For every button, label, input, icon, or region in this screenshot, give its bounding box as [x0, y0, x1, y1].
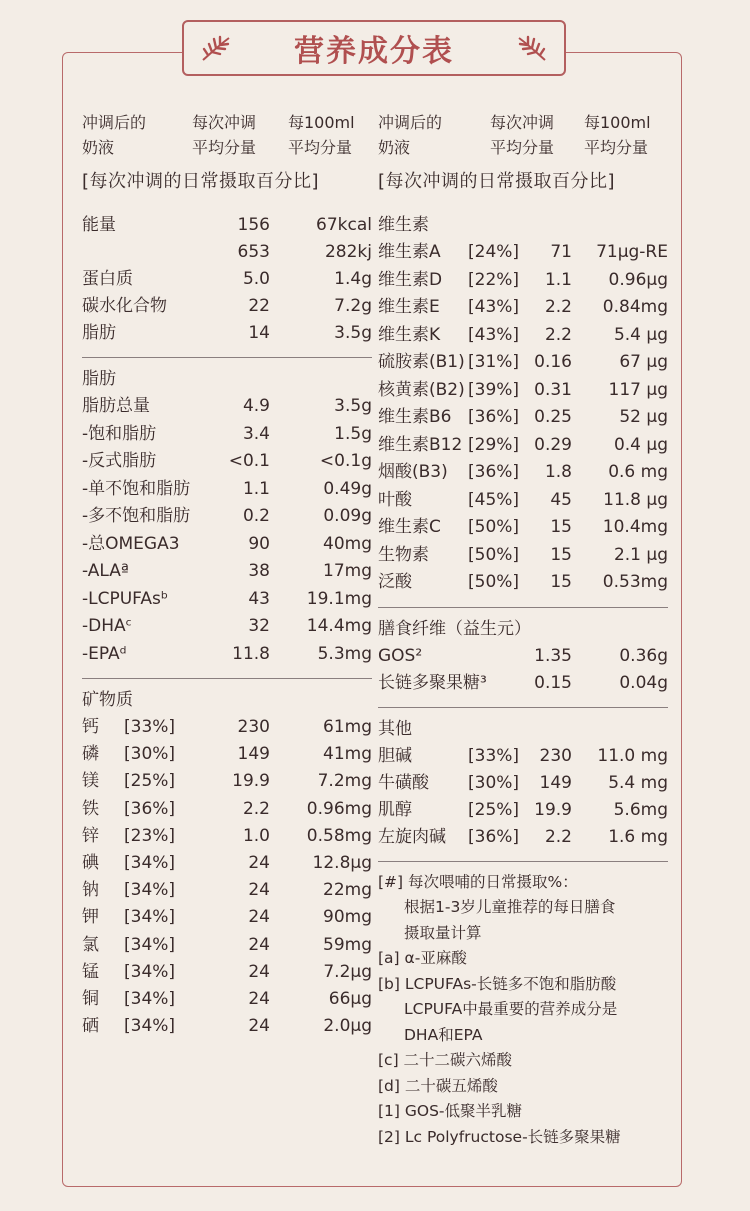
nutrient-name: 牛磺酸 — [378, 772, 429, 793]
per-100ml-value: 7.2µg — [323, 961, 372, 982]
nutrient-name: 碳水化合物 — [82, 296, 167, 316]
daily-percent: [33%] — [124, 717, 176, 737]
per-100ml-value: 0.09g — [323, 506, 372, 526]
daily-percent: [34%] — [124, 1016, 176, 1037]
daily-percent: [36%] — [468, 826, 520, 847]
per-serving-value: 0.31 — [534, 379, 572, 400]
per-serving-value: 149 — [539, 772, 572, 793]
daily-percent: [39%] — [468, 379, 520, 400]
table-row — [82, 239, 372, 266]
nutrient-name: -反式脂肪 — [82, 451, 157, 471]
per-serving-value: 71 — [550, 242, 572, 262]
daily-percent: [36%] — [468, 462, 520, 482]
nutrient-name: 生物素 — [378, 544, 429, 565]
per-100ml-value: 40mg — [323, 533, 372, 554]
mineral-section — [82, 714, 372, 1040]
nutrient-name: -多不饱和脂肪 — [82, 506, 191, 526]
per-serving-value: 149 — [237, 744, 270, 765]
table-row — [378, 542, 668, 570]
leaf-right-icon — [516, 34, 548, 64]
per-serving-value: 0.16 — [534, 352, 572, 372]
per-serving-value: 24 — [248, 907, 270, 928]
table-row — [378, 267, 668, 295]
per-serving-value: 5.0 — [242, 269, 270, 289]
nutrient-name: 钾 — [82, 907, 99, 928]
per-serving-value: 24 — [248, 988, 270, 1009]
per-100ml-value: 90mg — [323, 907, 372, 928]
per-100ml-value: 11.0 mg — [597, 745, 668, 766]
per-100ml-value: 19.1mg — [306, 588, 372, 609]
footnote-line: [#] 每次喂哺的日常摄取%： — [378, 872, 578, 891]
per-100ml-value: 0.58mg — [306, 825, 372, 846]
per-serving-value: 1.1 — [544, 269, 572, 290]
nutrient-name: 铜 — [82, 988, 99, 1009]
nutrient-name: -饱和脂肪 — [82, 423, 157, 444]
percent-note: [每次冲调的日常摄取百分比] — [82, 171, 320, 192]
per-100ml-value: 1.6 mg — [608, 826, 668, 847]
per-100ml-value: 0.96µg — [608, 269, 668, 290]
per-100ml-value: 0.6 mg — [608, 462, 668, 482]
nutrient-name: 长链多聚果糖³ — [378, 672, 487, 693]
page-title: 营养成分表 — [294, 34, 454, 69]
nutrient-name: -总OMEGA3 — [82, 533, 180, 554]
table-row — [378, 322, 668, 350]
table-row — [378, 239, 668, 267]
per-serving-value: 38 — [248, 561, 270, 581]
left-column — [82, 110, 372, 1040]
per-100ml-value: 52 µg — [619, 407, 668, 427]
per-serving-value: 1.1 — [242, 478, 270, 499]
other-section — [378, 743, 668, 851]
daily-percent: [43%] — [468, 297, 520, 317]
table-row — [378, 404, 668, 432]
per-serving-value: 2.2 — [544, 826, 572, 847]
table-row — [82, 320, 372, 347]
nutrient-name: 铁 — [82, 798, 99, 819]
table-row — [378, 569, 668, 597]
nutrient-name: 能量 — [82, 215, 116, 235]
per-100ml-value: 59mg — [323, 934, 372, 955]
title-box — [182, 20, 566, 76]
per-100ml-value: 0.96mg — [306, 798, 372, 819]
footnote-line: DHA和EPA — [404, 1025, 483, 1044]
nutrient-name: 核黄素(B2) — [378, 379, 465, 400]
per-serving-value: 22 — [248, 296, 270, 316]
header-c3: 每100ml 平均分量 — [584, 113, 651, 157]
nutrient-name: -LCPUFAsᵇ — [82, 588, 169, 609]
per-serving-value: 653 — [237, 242, 270, 262]
per-serving-value: 2.2 — [544, 324, 572, 345]
per-serving-value: 230 — [237, 717, 270, 737]
table-row — [82, 768, 372, 795]
per-100ml-value: 17mg — [323, 561, 372, 581]
per-serving-value: 24 — [248, 961, 270, 982]
table-row — [378, 670, 668, 697]
nutrient-name: 锌 — [82, 825, 99, 846]
per-serving-value: 15 — [550, 517, 572, 537]
per-serving-value: 0.15 — [534, 672, 572, 693]
nutrient-name: 维生素B12 — [378, 434, 463, 455]
fiber-section — [378, 643, 668, 697]
nutrient-name: 烟酸(B3) — [378, 462, 448, 482]
per-serving-value: 1.35 — [534, 645, 572, 666]
daily-percent: [34%] — [124, 961, 176, 982]
per-serving-value: 1.8 — [544, 462, 572, 482]
per-100ml-value: 0.04g — [619, 672, 668, 693]
footnotes — [378, 870, 668, 1151]
vitamin-section — [378, 239, 668, 597]
per-serving-value: 2.2 — [544, 297, 572, 317]
table-row — [378, 743, 668, 770]
daily-percent: [34%] — [124, 880, 176, 901]
column-header — [82, 110, 372, 160]
per-100ml-value: 67kcal — [316, 215, 372, 235]
table-row — [82, 613, 372, 641]
percent-note: [每次冲调的日常摄取百分比] — [378, 171, 616, 192]
nutrient-name: 胆碱 — [378, 745, 412, 766]
per-serving-value: 24 — [248, 880, 270, 901]
daily-percent: [25%] — [468, 799, 520, 820]
divider — [82, 678, 372, 679]
per-serving-value: 24 — [248, 852, 270, 873]
per-serving-value: 11.8 — [232, 643, 270, 664]
table-row — [82, 796, 372, 823]
per-100ml-value: 14.4mg — [306, 616, 372, 636]
right-column — [378, 110, 668, 1150]
table-row — [82, 741, 372, 768]
per-serving-value: 24 — [248, 1016, 270, 1037]
daily-percent: [50%] — [468, 572, 520, 592]
header-c3: 每100ml 平均分量 — [288, 113, 355, 157]
nutrient-name: 蛋白质 — [82, 269, 133, 289]
per-100ml-value: 0.49g — [323, 478, 372, 499]
per-100ml-value: 22mg — [323, 880, 372, 901]
per-100ml-value: 282kj — [324, 242, 372, 262]
table-row — [82, 266, 372, 293]
per-100ml-value: <0.1g — [319, 451, 372, 471]
table-row — [82, 877, 372, 904]
nutrient-name: 硫胺素(B1) — [378, 352, 465, 372]
daily-percent: [34%] — [124, 934, 176, 955]
per-serving-value: 90 — [248, 533, 270, 554]
nutrient-name: -DHAᶜ — [82, 616, 132, 636]
per-100ml-value: 71µg-RE — [596, 242, 668, 262]
per-100ml-value: 41mg — [323, 744, 372, 765]
nutrient-name: GOS² — [378, 645, 423, 666]
per-serving-value: 3.4 — [242, 423, 270, 444]
daily-percent: [45%] — [468, 489, 520, 510]
table-row — [82, 714, 372, 741]
table-row — [82, 823, 372, 850]
nutrient-name: 磷 — [82, 744, 99, 765]
table-row — [378, 487, 668, 515]
table-row — [82, 476, 372, 504]
header-c1: 冲调后的 奶液 — [378, 113, 443, 157]
footnote-line: 根据1-3岁儿童推荐的每日膳食 — [404, 898, 616, 916]
table-row — [378, 459, 668, 487]
daily-percent: [34%] — [124, 988, 176, 1009]
daily-percent: [30%] — [468, 772, 520, 793]
nutrient-name: 钙 — [82, 717, 99, 737]
table-row — [82, 986, 372, 1013]
nutrient-name: -EPAᵈ — [82, 643, 127, 664]
per-100ml-value: 3.5g — [334, 396, 372, 416]
per-100ml-value: 5.4 µg — [613, 324, 668, 345]
nutrient-name: 镁 — [82, 771, 99, 792]
per-serving-value: 0.25 — [534, 407, 572, 427]
daily-percent: [36%] — [124, 798, 176, 819]
table-row — [378, 294, 668, 322]
divider — [378, 607, 668, 608]
nutrient-name: 维生素E — [378, 297, 440, 317]
vitamin-title: 维生素 — [378, 215, 429, 235]
nutrient-name: 脂肪 — [82, 323, 116, 343]
per-100ml-value: 1.4g — [334, 269, 372, 289]
table-row — [378, 824, 668, 851]
per-serving-value: 32 — [248, 616, 270, 636]
per-100ml-value: 0.53mg — [602, 572, 668, 592]
mineral-title: 矿物质 — [82, 690, 133, 710]
column-header — [378, 110, 668, 160]
per-100ml-value: 11.8 µg — [603, 489, 668, 510]
per-serving-value: 2.2 — [242, 798, 270, 819]
daily-percent: [33%] — [468, 745, 520, 766]
nutrient-name: 硒 — [82, 1016, 99, 1037]
nutrient-name: -ALAª — [82, 561, 129, 581]
per-100ml-value: 0.36g — [619, 645, 668, 666]
table-row — [82, 959, 372, 986]
per-100ml-value: 7.2mg — [317, 771, 372, 792]
nutrient-name: 左旋肉碱 — [378, 826, 446, 847]
divider — [378, 861, 668, 862]
per-serving-value: 4.9 — [242, 396, 270, 416]
per-serving-value: 1.0 — [242, 825, 270, 846]
footnote-line: LCPUFA中最重要的营养成分是 — [404, 1000, 618, 1018]
daily-percent: [43%] — [468, 324, 520, 345]
per-100ml-value: 2.0µg — [323, 1016, 372, 1037]
per-serving-value: 19.9 — [534, 799, 572, 820]
table-row — [82, 558, 372, 586]
table-row — [82, 932, 372, 959]
fiber-title: 膳食纤维（益生元） — [378, 618, 531, 639]
daily-percent: [34%] — [124, 907, 176, 928]
daily-percent: [22%] — [468, 269, 520, 290]
nutrient-name: 锰 — [82, 961, 99, 982]
table-row — [378, 432, 668, 460]
nutrient-name: 维生素D — [378, 269, 443, 290]
per-serving-value: 0.29 — [534, 434, 572, 455]
per-100ml-value: 0.84mg — [602, 297, 668, 317]
daily-percent: [50%] — [468, 517, 520, 537]
nutrient-name: 维生素K — [378, 324, 441, 345]
daily-percent: [31%] — [468, 352, 520, 372]
footnote-line: [1] GOS-低聚半乳糖 — [378, 1102, 523, 1120]
divider — [378, 707, 668, 708]
per-100ml-value: 5.4 mg — [608, 772, 668, 793]
daily-percent: [36%] — [468, 407, 520, 427]
per-serving-value: 0.2 — [242, 506, 270, 526]
nutrient-name: 钠 — [82, 880, 99, 901]
table-row — [82, 212, 372, 239]
fat-section — [82, 393, 372, 668]
nutrient-name: -单不饱和脂肪 — [82, 478, 191, 499]
per-serving-value: 43 — [248, 588, 270, 609]
daily-percent: [24%] — [468, 242, 520, 262]
per-100ml-value: 5.6mg — [613, 799, 668, 820]
per-100ml-value: 7.2g — [334, 296, 372, 316]
footnote-line: [a] α-亚麻酸 — [378, 949, 467, 967]
daily-percent: [25%] — [124, 771, 176, 792]
table-row — [82, 448, 372, 476]
daily-percent: [29%] — [468, 434, 520, 455]
footnote-line: [2] Lc Polyfructose-长链多聚果糖 — [378, 1127, 621, 1146]
per-100ml-value: 61mg — [323, 717, 372, 737]
footnote-line: 摄取量计算 — [404, 923, 482, 942]
per-serving-value: 15 — [550, 572, 572, 592]
per-100ml-value: 1.5g — [334, 423, 372, 444]
divider — [82, 357, 372, 358]
nutrient-name: 碘 — [82, 852, 99, 873]
per-100ml-value: 66µg — [328, 988, 372, 1009]
per-100ml-value: 5.3mg — [317, 643, 372, 664]
header-c1: 冲调后的 奶液 — [82, 113, 147, 157]
header-c2: 每次冲调 平均分量 — [192, 113, 257, 157]
per-serving-value: 14 — [248, 323, 270, 343]
table-row — [82, 503, 372, 531]
table-row — [82, 641, 372, 669]
table-row — [378, 797, 668, 824]
daily-percent: [50%] — [468, 544, 520, 565]
table-row — [82, 586, 372, 614]
table-row — [82, 850, 372, 877]
leaf-left-icon — [200, 34, 232, 64]
per-100ml-value: 12.8µg — [312, 852, 372, 873]
other-title: 其他 — [378, 718, 412, 739]
nutrient-name: 肌醇 — [378, 799, 412, 820]
nutrient-name: 氯 — [82, 934, 99, 955]
footnote-line: [d] 二十碳五烯酸 — [378, 1076, 498, 1095]
table-row — [378, 643, 668, 670]
per-serving-value: 230 — [539, 745, 572, 766]
table-row — [82, 531, 372, 559]
per-serving-value: 45 — [550, 489, 572, 510]
nutrient-name: 脂肪总量 — [82, 396, 150, 416]
per-100ml-value: 67 µg — [619, 352, 668, 372]
table-row — [82, 1013, 372, 1040]
per-100ml-value: 2.1 µg — [613, 544, 668, 565]
footnote-line: [c] 二十二碳六烯酸 — [378, 1051, 513, 1069]
nutrient-name: 维生素A — [378, 242, 441, 262]
fat-title: 脂肪 — [82, 369, 116, 389]
table-row — [378, 770, 668, 797]
table-row — [378, 349, 668, 377]
per-100ml-value: 117 µg — [608, 379, 668, 400]
table-row — [82, 421, 372, 449]
per-serving-value: 15 — [550, 544, 572, 565]
table-row — [82, 293, 372, 320]
per-100ml-value: 3.5g — [334, 323, 372, 343]
nutrient-name: 泛酸 — [378, 572, 412, 592]
per-serving-value: 19.9 — [232, 771, 270, 792]
per-serving-value: <0.1 — [228, 451, 270, 471]
per-serving-value: 24 — [248, 934, 270, 955]
table-row — [378, 514, 668, 542]
table-row — [82, 904, 372, 931]
daily-percent: [34%] — [124, 852, 176, 873]
per-100ml-value: 0.4 µg — [613, 434, 668, 455]
nutrient-name: 维生素C — [378, 517, 441, 537]
per-serving-value: 156 — [237, 215, 270, 235]
daily-percent: [23%] — [124, 825, 176, 846]
nutrient-name: 叶酸 — [378, 489, 412, 510]
daily-percent: [30%] — [124, 744, 176, 765]
table-row — [82, 393, 372, 421]
per-100ml-value: 10.4mg — [602, 517, 668, 537]
header-c2: 每次冲调 平均分量 — [490, 113, 555, 157]
nutrient-name: 维生素B6 — [378, 407, 452, 427]
energy-section — [82, 212, 372, 347]
footnote-line: [b] LCPUFAs-长链多不饱和脂肪酸 — [378, 974, 617, 993]
table-row — [378, 377, 668, 405]
